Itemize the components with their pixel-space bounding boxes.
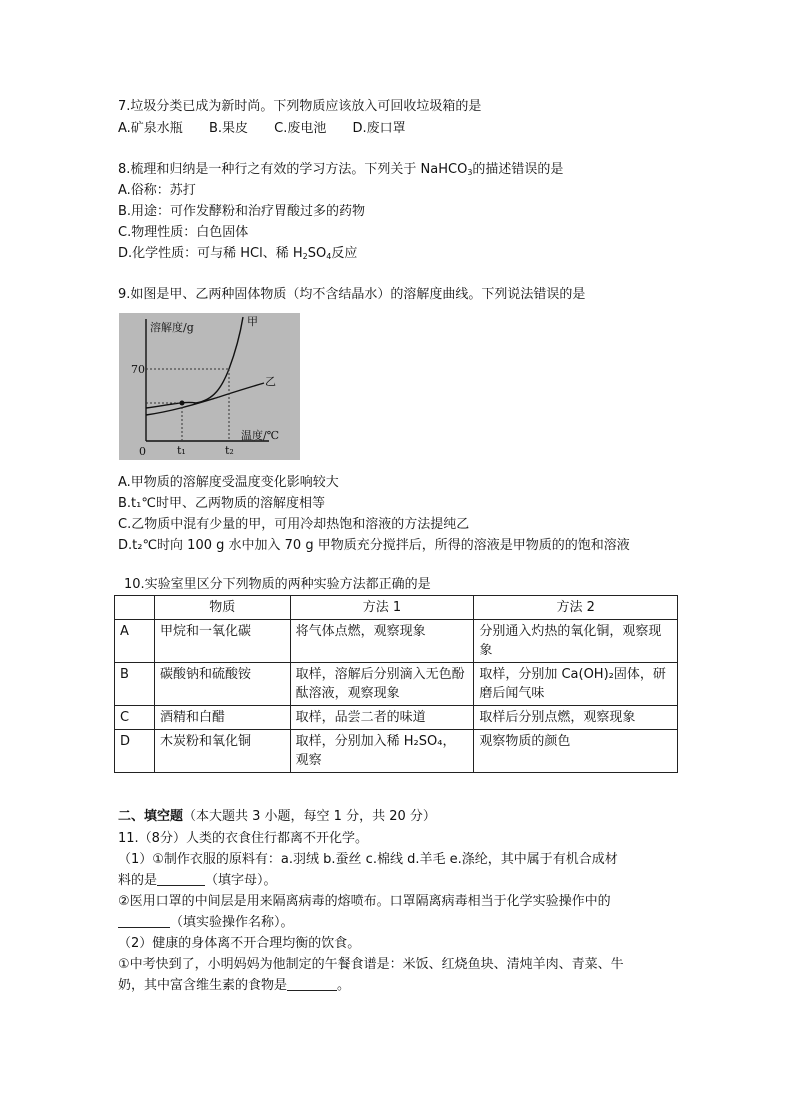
row-key: D — [115, 730, 155, 773]
q9-option-b: B.t₁℃时甲、乙两物质的溶解度相等 — [118, 496, 325, 511]
q7-option-c: C.废电池 — [274, 121, 327, 136]
row-method-2: 观察物质的颜色 — [474, 730, 678, 773]
table-row — [115, 663, 678, 706]
section-2-heading — [118, 808, 436, 826]
q7-options — [118, 120, 428, 138]
row-substances: 碳酸钠和硫酸铵 — [154, 663, 290, 706]
q9-stem: 9.如图是甲、乙两种固体物质（均不含结晶水）的溶解度曲线。下列说法错误的是 — [118, 287, 586, 302]
q7-stem: 7.垃圾分类已成为新时尚。下列物质应该放入可回收垃圾箱的是 — [118, 99, 482, 114]
row-method-2: 取样，分别加 Ca(OH)₂固体，研磨后闻气味 — [474, 663, 678, 706]
table-row — [115, 620, 678, 663]
q10-stem: 10.实验室里区分下列物质的两种实验方法都正确的是 — [124, 577, 431, 592]
curve-label-yi: 乙 — [265, 375, 276, 388]
table-header: 方法 1 — [290, 596, 474, 620]
q10-table — [114, 595, 678, 773]
q11-part4-line2: 奶，其中富含维生素的食物是 。 — [118, 978, 351, 993]
row-method-1: 取样，分别加入稀 H₂SO₄，观察 — [290, 730, 474, 773]
curve-label-jia: 甲 — [247, 315, 258, 328]
q8-stem: 8.梳理和归纳是一种行之有效的学习方法。下列关于 NaHCO$_3$的描述错误的是 — [118, 162, 564, 177]
section-2-title: 二、填空题 — [118, 809, 184, 824]
row-method-1: 取样，品尝二者的味道 — [290, 706, 474, 730]
q7-option-b: B.果皮 — [208, 121, 249, 136]
q8-option-a: A.俗称：苏打 — [118, 183, 196, 198]
q9-option-c: C.乙物质中混有少量的甲，可用冷却热饱和溶液的方法提纯乙 — [118, 517, 470, 532]
row-substances: 甲烷和一氧化碳 — [154, 620, 290, 663]
q9-option-a: A.甲物质的溶解度受温度变化影响较大 — [118, 475, 339, 490]
x-tick-t1: t₁ — [177, 444, 186, 457]
row-method-1: 取样，溶解后分别滴入无色酚酞溶液，观察现象 — [290, 663, 474, 706]
q8-option-b: B.用途：可作发酵粉和治疗胃酸过多的药物 — [118, 204, 366, 219]
curve-yi — [146, 383, 264, 415]
answer-blank[interactable] — [287, 977, 337, 991]
table-header: 方法 2 — [474, 596, 678, 620]
row-key: C — [115, 706, 155, 730]
row-key: A — [115, 620, 155, 663]
q9-option-d: D.t₂℃时向 100 g 水中加入 70 g 甲物质充分搅拌后，所得的溶液是甲物质的的饱和溶液 — [118, 538, 630, 553]
table-header: 物质 — [154, 596, 290, 620]
row-key: B — [115, 663, 155, 706]
y-tick-70: 70 — [131, 363, 145, 376]
q11-part2-line2: （填实验操作名称）。 — [118, 914, 294, 932]
q7-option-d: D.废口罩 — [352, 121, 406, 136]
table-header-row — [115, 596, 678, 620]
q11-head: 11.（8分）人类的衣食住行都离不开化学。 — [118, 831, 368, 846]
q11-part1-line1: （1）①制作衣服的原料有：a.羽绒 b.蚕丝 c.棉线 d.羊毛 e.涤纶，其中属于有机合成材 — [118, 852, 618, 867]
q11-part2-line1: ②医用口罩的中间层是用来隔离病毒的熔喷布。口罩隔离病毒相当于化学实验操作中的 — [118, 894, 611, 909]
answer-blank[interactable] — [157, 872, 205, 886]
solubility-curve-figure — [119, 313, 300, 460]
q7-option-a: A.矿泉水瓶 — [118, 121, 183, 136]
origin-label: 0 — [139, 445, 146, 458]
q11-part4-line1: ①中考快到了，小明妈妈为他制定的午餐食谱是：米饭、红烧鱼块、清炖羊肉、青菜、牛 — [118, 957, 624, 972]
row-method-2: 取样后分别点燃，观察现象 — [474, 706, 678, 730]
section-2-note: （本大题共 3 小题，每空 1 分，共 20 分） — [183, 809, 436, 824]
x-tick-t2: t₂ — [225, 444, 234, 457]
q8-option-d: D.化学性质：可与稀 HCl、稀 $H_2SO_4$反应 — [118, 246, 358, 261]
q8-option-c: C.物理性质：白色固体 — [118, 225, 249, 240]
x-axis-label: 温度/℃ — [241, 429, 280, 442]
table-row — [115, 730, 678, 773]
row-method-2: 分别通入灼热的氧化铜，观察现象 — [474, 620, 678, 663]
intersection-point — [180, 401, 185, 406]
q11-part1-line2: 料的是 （填字母）。 — [118, 873, 277, 888]
q11-part3: （2）健康的身体离不开合理均衡的饮食。 — [118, 936, 361, 951]
row-method-1: 将气体点燃，观察现象 — [290, 620, 474, 663]
table-header — [115, 596, 155, 620]
table-row — [115, 706, 678, 730]
answer-blank[interactable] — [118, 914, 170, 928]
row-substances: 酒精和白醋 — [154, 706, 290, 730]
y-axis-label: 溶解度/g — [150, 321, 194, 334]
row-substances: 木炭粉和氧化铜 — [154, 730, 290, 773]
